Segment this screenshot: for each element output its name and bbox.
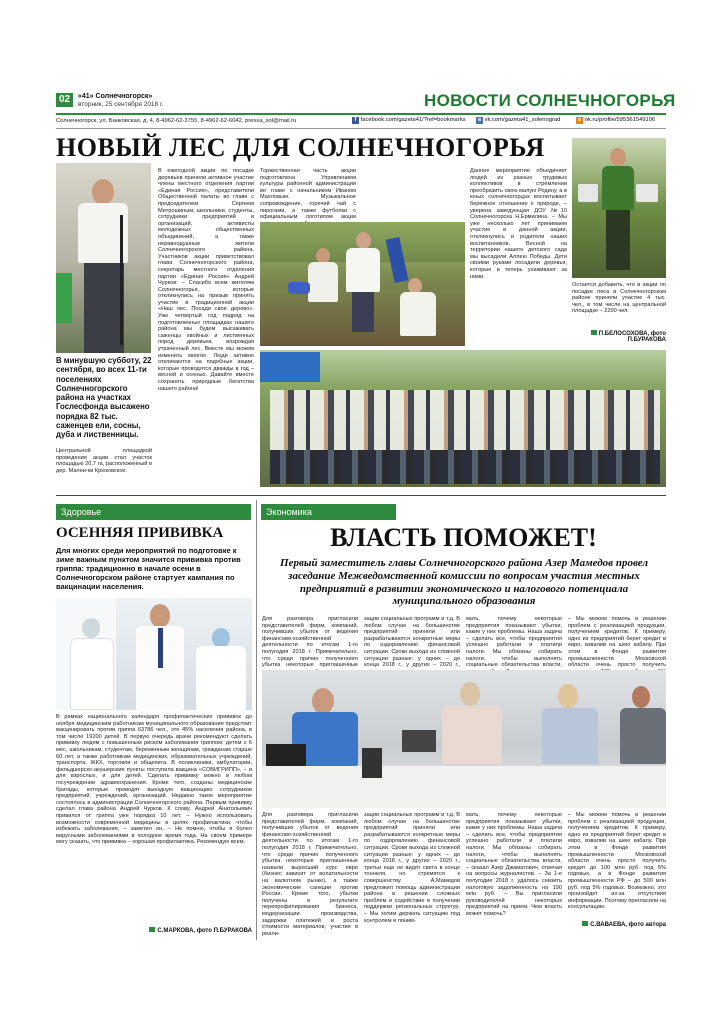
economy-col3: мать, почему некоторые предприятия показывают убытки, какие у них проблемы. Наша задача – сделать все, чтобы предприятия успешно работали и платили налоги. Мы обязаны собирать налоги, чтобы выполнять социальные обязательства власти, – сказал Азер Джаматович, отвечая на вопросы журналистов. – За 1-е полугодие 2018 г. удалось снизить налоговую задолженность на 190 млн руб. – Вы пригласили руководителей некоторых предприятий на прием. Чем власть может помочь?	[466, 812, 562, 917]
photo-girl-seedlings	[572, 138, 666, 278]
header-rule-2	[56, 128, 666, 129]
facebook-icon: f	[352, 117, 359, 124]
photo-vaccination	[56, 598, 252, 710]
ok-link[interactable]: о ok.ru/profile/595361549106	[577, 117, 656, 123]
health-body: В рамках национального календаря профилактических прививок до ноября медицинским работникам муниципального образования предстоит вакцинировать против гриппа 63786 чел., это 45% населения района, в том числе 19200 детей. В первую очередь врачи рекомендуют сделать прививку людям с повышенным риском заболевания гриппом: детям с 6 мес, школьникам, студентам, беременным женщинам, гражданам старше 60 лет, а также работникам медицинских, образовательных учреждений, транспорта, ЖКХ, торговли и общепита. В поликлиники, амбулатории, фельдшерско-акушерские пункты поступила вакцина «СОВИГРИПП», – и для взрослых, и для детей. Сделать прививку можно в любом госучреждении здравоохранения. Кроме того, созданы медицинские бригады, которые проводят выездную вакцинацию сотрудников предприятий, учреждений, организаций. Недавно такое мероприятие состоялось в администрации Солнечногорского района. Первым прививку сделал глава района Андрей Чурков. К слову, Андрей Анатольевич привился от гриппа уже порядка 10 лет. – Нужно использовать возможности современной медицины в целях профилактики, чтобы избежать заболевания, – заметил он. – Не помню, чтобы я болел вирусными заболеваниями в холодное время года. На своем примере могу сказать, что прививка – хорошая профилактика. Рекомендую всем.	[56, 714, 252, 846]
photo-speaker	[56, 163, 151, 353]
economy-col2-top: зации социальных программ и т.д. В любом случае на большинстве предприятий приняли или разрабатываются конкретные меры по оздоровлению финансовой ситуации. Сроки выхода из сложной ситуации разные: у одних – до конца 2018 г., у других – 2020 г.,	[364, 616, 460, 669]
contacts-line: Солнечногорск, ул. Банковская, д. 4, 8-4962-62-3755, 8-4962-62-6042, pressa_sol@mail.ru	[56, 118, 297, 124]
health-section-bar: Здоровье	[56, 504, 251, 520]
economy-credit: С.ВАВАЕВА, фото автора	[568, 921, 666, 928]
photo-crowd	[260, 350, 666, 487]
section-title: НОВОСТИ СОЛНЕЧНОГОРЬЯ	[424, 91, 676, 110]
page-number-box: 02	[56, 93, 73, 107]
health-lead: Для многих среди мероприятий по подготовке к зиме важным пунктом значится прививка против гриппа: традиционно в начале осени в Солнечногорском районе стартует кампания по вакцинации населения.	[56, 546, 241, 591]
middle-rule	[56, 495, 666, 496]
health-credit: С.МАРКОВА, фото П.БУРАКОВА	[120, 927, 252, 934]
newspaper-name: «41» Солнечногорск»	[78, 93, 153, 100]
forest-lead: В минувшую субботу, 22 сентября, во всех 11-ти поселениях Солнечногорского района на участках Гослесфонда высажено порядка 82 тыс. саженцев ели, сосны, дуба и лиственницы.	[56, 356, 152, 440]
forest-col3: Торжественная часть акции подготовлена Управлением культуры районной администрации во главе с начальником Иваном Махловым. Музыкальное сопровождение, горячий чай с пирогами, а также футболки с официальным логотипом акции	[260, 168, 356, 221]
forest-col4: Данное мероприятие объединяет людей из разных трудовых коллективов в стремлении преобразить свою малую Родину, а в юных солнечногорцах воспитывает бережное отношение к природе, – уверена заведующая ДОУ №10 Солнечногорска Н.Ермилина. – Мы уже несколько лет принимаем участие в данной акции, откликнулись и родители наших воспитанников. Весной на территории нашего детского сада мы высадили Аллею Победы. Дети своими руками посадили деревья, которые и теперь ухаживают за ними.	[470, 168, 567, 280]
forest-col5: Остается добавить, что в акции по посадке леса в Солнечногорском районе приняли участие 4 тыс. чел., в том числе на центральной площадке – 2200 чел.	[572, 282, 666, 315]
column-divider	[256, 500, 257, 940]
vk-icon: в	[477, 117, 482, 123]
forest-headline: НОВЫЙ ЛЕС ДЛЯ СОЛНЕЧНОГОРЬЯ	[56, 133, 545, 162]
ok-icon: о	[577, 117, 582, 123]
economy-col4: – Мы можем помочь в решении проблем с реализацией продукции, получением кредитов. К примеру, одно из предприятий берет кредит в евро, взвалив на шею кабалу. При этом в Фонде развития промышленности Московской области очень просто получить кредит до 100 млн руб. под 5% годовых, а в Фонде развития промышленности РФ – до 500 млн руб. под 5% годовых. Возможно, это произойдет из-за отсутствия информации. Поэтому пригласили на консультацию.	[568, 812, 666, 911]
economy-col4-top: – Мы можем помочь в решении проблем с реализацией продукции, получением кредитов. К примеру, одно из предприятий берет кредит в евро, взвалив на шею кабалу. При этом в Фонде развития промышленности Московской области очень просто получить	[568, 616, 666, 669]
forest-col1-tail: Центральной площадкой проведения акции стал участок площадью 20,7 га, расположенный в дер. Малеи-ки Крюковское.	[56, 448, 152, 474]
economy-section-bar: Экономика	[261, 504, 396, 520]
forest-credit: П.БЕЛОСОХОВА, фото П.БУРАКОВА	[572, 330, 666, 343]
health-headline: ОСЕННЯЯ ПРИВИВКА	[56, 525, 224, 541]
vk-link[interactable]: в vk.com/gazeta41_solenograd	[477, 117, 561, 123]
economy-headline: ВЛАСТЬ ПОМОЖЕТ!	[330, 523, 597, 552]
economy-col1-top: Для разговора пригласили представителей фирм, компаний, получивших убыток от ведения финансово-хозяйственной деятельности по итогам 1-го полугодия 2018 г. Примечательно, что среди причин полученного убытка некоторые приглашенные	[262, 616, 358, 669]
economy-col1: Для разговора пригласили представителей фирм, компаний, получивших убыток от ведения финансово-хозяйственной деятельности по итогам 1-го полугодия 2018 г. Примечательно, что среди причин полученного убытка некоторые приглашенные назвали выросший курс евро (бизнес зависит от волатильности на валютном рынке), а также экономические санкции против России. Кроме того, убытки получены в результате перепрофилирования бизнеса, модернизации производства, задержки платежей и роста стоимости материалов, участия в реали-	[262, 812, 358, 937]
photo-planting	[260, 222, 465, 346]
economy-col2: зации социальных программ и т.д. В любом случае на большинстве предприятий приняли или разрабатываются конкретные меры по оздоровлению финансовой ситуации. Сроки выхода из сложной ситуации разные: у одних – до конца 2018 г., у других – 2020 г., третьи еще не видят света в конце тоннеля, но стремятся к совершенству. А.Мамедов предложил помощь администрации района в решении сложных проблем и содействие в получении поддержки региональных структур. – Мы хотим держать ситуацию под контролем и поним-	[364, 812, 460, 924]
photo-meeting	[262, 670, 666, 808]
economy-subhead: Первый заместитель главы Солнечногорского района Азер Мамедов провел заседание Межведомственной комиссии по вопросам участия местных предприятий в развитии экономического и налогового потенциала муниципального образования	[280, 557, 648, 608]
header-rule	[56, 113, 666, 115]
facebook-link[interactable]: f facebook.com/gazeta41/?ref=bookmarks	[352, 117, 466, 124]
economy-col3-top: мать, почему некоторые предприятия показывают убытки, какие у них проблемы. Наша задача – сделать все, чтобы предприятия успешно работали и платили налоги. Мы обязаны собирать налоги, чтобы выполнять социальные обязательства власти,	[466, 616, 562, 669]
issue-date: вторник, 25 сентября 2018 г.	[78, 101, 164, 108]
forest-col2: В ежегодной акции по посадке деревьев приняли активное участие члены местного отделения партии «Единая Россия», представители Общественной палаты во главе с председателем Сергеем Митрошиным, школьники, студенты, сотрудники предприятий и организаций, активисты молодежных общественных объединений, а также неравнодушные жители Солнечногорского района. Участников акции приветствовал глава Солнечногорского района, секретарь местного отделения партии «Единая Россия» Андрей Чурков: – Спасибо всем жителям Солнечногорья, которые откликнулись на призыв принять участие в традиционной акции «Наш лес. Посади свое дерево». Уже четвертый год подряд на подготовленных площадках нашего района мы будем высаживать саженцы хвойных и лиственных пород деревьев, возрождая утраченный лес. Вместе мы можем изменить многое. Люди активно откликаются на подобные акции, которые проводятся дважды в год – весной и осенью. Давайте вместе сохранять природные богатства нашего района!	[158, 168, 254, 392]
